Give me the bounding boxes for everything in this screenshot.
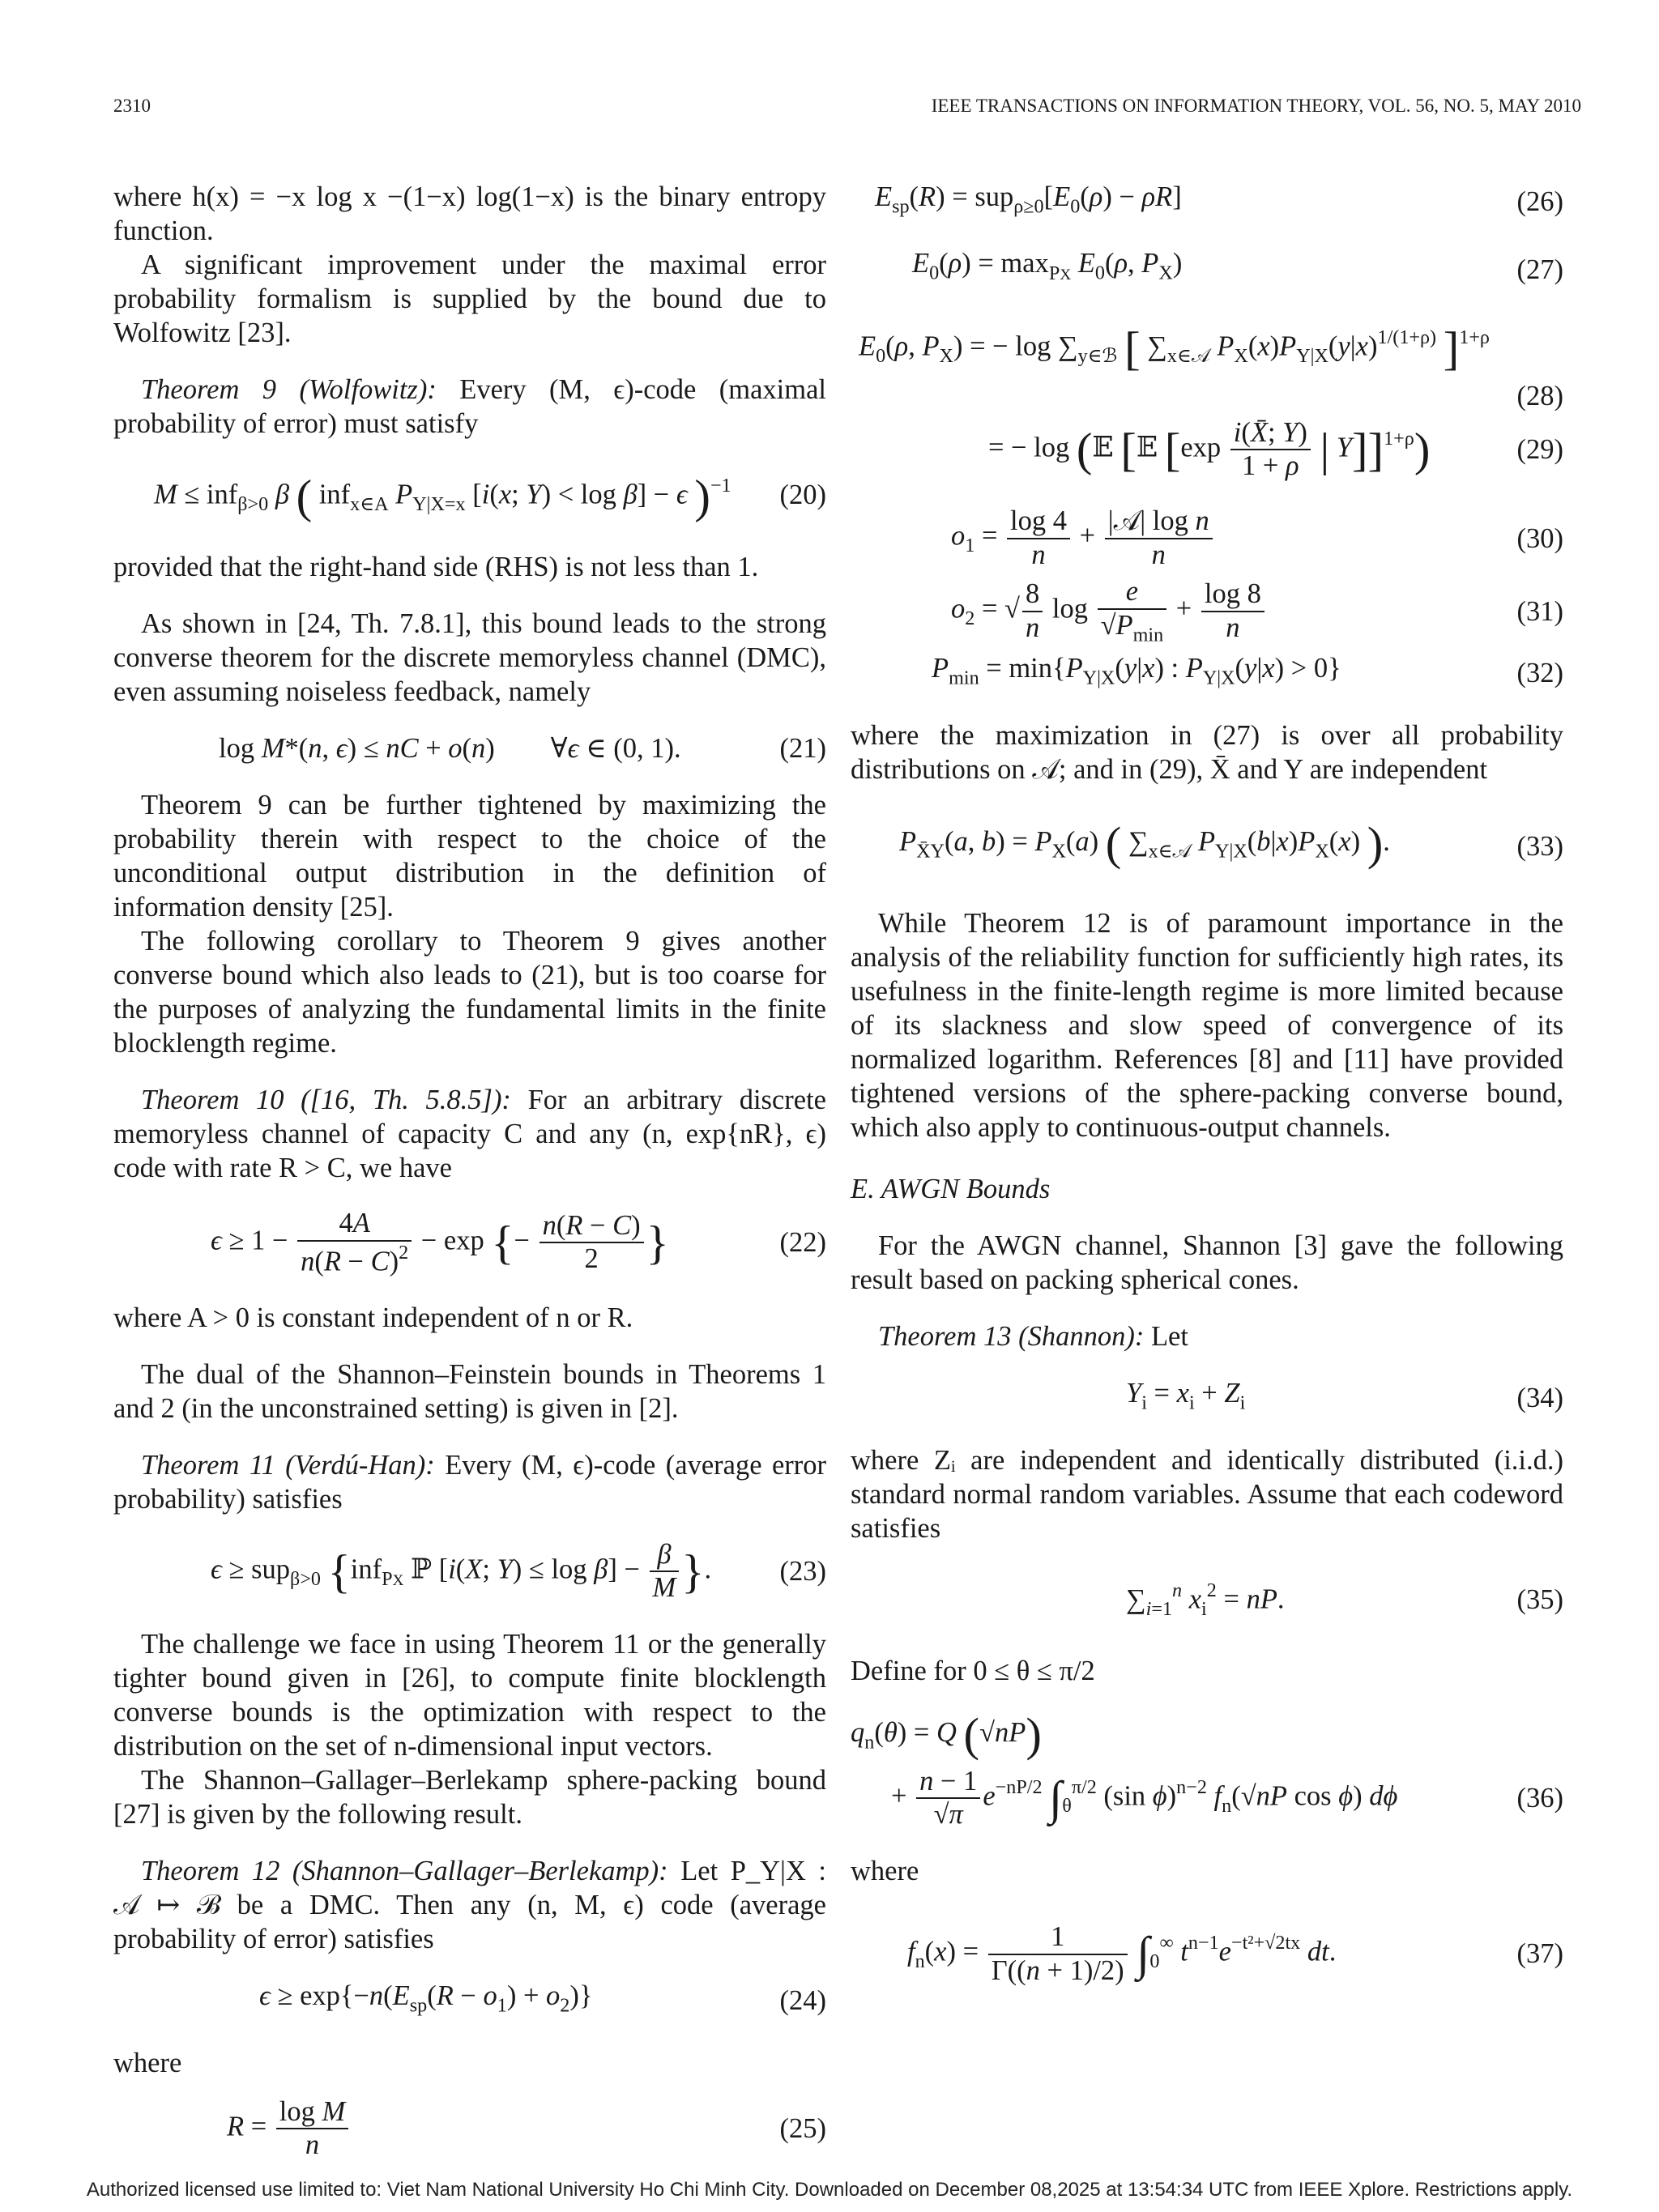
equation-24: $\epsilon \ge \exp\{-n(E_{sp}(R - o_1) + o_2)\}$ (24) — [259, 1980, 826, 2017]
journal-header: IEEE TRANSACTIONS ON INFORMATION THEORY, VOL. 56, NO. 5, MAY 2010 — [931, 96, 1581, 116]
theorem-11 — [113, 1448, 826, 1516]
equation-28: $E_0(\rho$, $P_X$) = − $\log \sum_{y\in ℬ}$ [ $\sum_{x\in 𝒜}$ $P_X(x)P_{Y|X}(y|x)^{1/(1+\rho)}$ ]$^{1+\rho}$ — [859, 322, 1490, 375]
equation-number: (32) — [1516, 658, 1563, 689]
theorem-title: Theorem 11 (Verdú-Han): — [141, 1449, 435, 1481]
section-heading: E. AWGN Bounds — [851, 1174, 1051, 1205]
paragraph: where A > 0 is constant independent of n or R. — [113, 1302, 633, 1333]
paragraph: where — [113, 2047, 182, 2078]
equation-number: (31) — [1516, 595, 1563, 627]
equation-23: ϵ ≥ sup$_{\beta>0}$ {inf$_{PX}$ ℙ [i(X; Y) ≤ log β] − $\frac{\beta}{M}$ }. (23) — [211, 1538, 826, 1604]
equation-33: $P_{X̄Y}(a$, $b) = P_X(a)$ ( $\sum_{x\in 𝒜}$ $P_{Y|X}(b|x)P_X(x)$ ). (33) — [899, 816, 1563, 870]
left-column — [113, 180, 826, 2184]
equation-number: (21) — [779, 732, 826, 764]
paragraph: While Theorem 12 is of paramount importance in the analysis of the reliability function for sufficiently high rates, its usefulness in the finite-length regime is more limited because of its slackness and slow speed of convergence of its normalized logarithm. References [8] and [11] have provided tightened versions of the sphere-packing converse bound, which also apply to continuous-output channels. — [851, 908, 1563, 1144]
license-footer: Authorized licensed use limited to: Viet Nam National University Ho Chi Minh City. Downloaded on December 08,2025 at 13:54:34 UTC from IEEE Xplore. Restrictions apply. — [86, 2179, 1573, 2201]
equation-21: log M*(n, ϵ) ≤ nC + o(n) ∀ϵ ∈ (0, 1). (21) — [219, 732, 826, 764]
paragraph: provided that the right-hand side (RHS) is not less than 1. — [113, 551, 759, 582]
theorem-body: For an arbitrary discrete memoryless channel of capacity C and any (n, exp{nR}, ϵ) code with rate R > C, we have — [113, 1084, 826, 1183]
equation-27: $E_0(\rho) = \max_{PX} E_0(\rho$, $P_X$) (27) — [912, 248, 1563, 285]
paragraph: The challenge we face in using Theorem 11 or the generally tighter bound given in [26], to compute finite blocklength converse bounds is the optimization with respect to the distribution on the set of n-dimensional input vectors. — [113, 1629, 826, 1762]
theorem-title: Theorem 13 (Shannon): — [878, 1321, 1145, 1353]
equation-29: = − log (𝔼 [𝔼 [exp $\frac{i(X̄; Y)}{1 + \rho}$ | Y]]$^{1+\rho}$) (29) — [988, 416, 1563, 482]
equation-number: (24) — [779, 1985, 826, 2017]
equation-36: + $\frac{n - 1}{√\pi}$ $e^{-nP/2}$ $\int_\theta^{\pi/2}$ (sin ϕ)$^{n-2}$ $f_n(√nP$ cos ϕ) dϕ (36) — [891, 1765, 1563, 1831]
theorem-title: Theorem 12 (Shannon–Gallager–Berlekamp): — [141, 1856, 668, 1887]
theorem-10 — [113, 1083, 826, 1185]
equation-number: (22) — [779, 1227, 826, 1259]
equation-number: (23) — [779, 1556, 826, 1588]
equation-number: (20) — [779, 479, 826, 511]
theorem-13 — [851, 1319, 1563, 1353]
right-column — [851, 180, 1563, 2010]
equation-36-line-1: $q_n(\theta) = Q$ (√nP) — [851, 1708, 1042, 1762]
equation-number: (34) — [1516, 1383, 1563, 1414]
equation-31: $o_2$ = √ $\frac{8}{n}$ log $\frac{e}{√P_{min}}$ + $\frac{\log 8}{n}$ (31) — [951, 576, 1563, 646]
equation-25: R = $\frac{\text{log M}}{n}$ (25) — [227, 2095, 826, 2161]
paragraph: where — [851, 1856, 919, 1887]
equation-number: (35) — [1516, 1584, 1563, 1616]
paragraph: The dual of the Shannon–Feinstein bounds in Theorems 1 and 2 (in the unconstrained setting) is given in [2]. — [113, 1358, 826, 1424]
equation-number: (27) — [1516, 254, 1563, 285]
equation-number: (36) — [1516, 1783, 1563, 1814]
paragraph: The Shannon–Gallager–Berlekamp sphere-packing bound [27] is given by the following result. — [113, 1765, 826, 1831]
theorem-body: Let — [1150, 1321, 1188, 1353]
equation-number: (25) — [779, 2113, 826, 2145]
paragraph: A significant improvement under the maximal error probability formalism is supplied by the bound due to Wolfowitz [23]. — [113, 249, 826, 348]
theorem-title: Theorem 10 ([16, Th. 5.8.5]): — [141, 1084, 511, 1115]
paragraph: The following corollary to Theorem 9 gives another converse bound which also leads to (21), but is too coarse for the purposes of analyzing the fundamental limits in the finite blocklength regime. — [113, 925, 826, 1059]
page-number: 2310 — [113, 96, 151, 116]
equation-32: $P_{min} = \min\{P_{Y|X}(y|x)$ : $P_{Y|X}(y|x) > 0$} (32) — [932, 653, 1563, 689]
equation-30: $o_1$ = $\frac{\log 4}{n}$ + $\frac{\text{|𝒜| log n}}{n}$ (30) — [951, 505, 1563, 570]
equation-number: (29) — [1516, 433, 1563, 465]
theorem-body: Every (M, ϵ)-code (maximal probability of error) must satisfy — [113, 374, 826, 439]
paragraph: Theorem 9 can be further tightened by maximizing the probability therein with respect to the choice of the unconditional output distribution in the definition of information density [25]. — [113, 789, 826, 923]
equation-number: (37) — [1516, 1938, 1563, 1970]
theorem-body: Every (M, ϵ)-code (average error probability) satisfies — [113, 1449, 826, 1515]
equation-35: $\sum_{i=1}^n$ $x_i^2$ = nP. (35) — [1126, 1579, 1563, 1620]
theorem-9 — [113, 373, 826, 441]
theorem-title: Theorem 9 (Wolfowitz): — [141, 374, 437, 405]
paragraph: where the maximization in (27) is over all probability distributions on 𝒜; and in (29), X̄ and Y are independent — [851, 719, 1563, 785]
paragraph: where h(x) = −x log x −(1−x) log(1−x) is the binary entropy function. — [113, 181, 826, 246]
paragraph: As shown in [24, Th. 7.8.1], this bound leads to the strong converse theorem for the discrete memoryless channel (DMC), even assuming noiseless feedback, namely — [113, 607, 826, 707]
equation-20: M ≤ inf$_{\beta>0}$ β ( inf$_{x\in A}$ $P_{Y|X=x}$ [i(x; Y) < log β] − ϵ )$^{-1}$ (20) — [154, 470, 826, 523]
equation-26: $E_{sp}(R) = sup_{\rho\ge 0}[E_0(\rho) - \rho R]$ (26) — [875, 181, 1563, 218]
equation-number: (26) — [1516, 186, 1563, 218]
equation-number: (30) — [1516, 522, 1563, 554]
paragraph: where Zᵢ are independent and identically distributed (i.i.d.) standard normal random variables. Assume that each codeword satisfies — [851, 1444, 1563, 1544]
equation-number: (33) — [1516, 830, 1563, 862]
paragraph: Define for 0 ≤ θ ≤ π/2 — [851, 1656, 1095, 1687]
equation-37: $f_n(x)$ = $\frac{1}{\Gamma((n + 1)/2)}$ $\int_0^\infty$ $t^{n-1}e^{-t^2+√2tx}$ dt. (37) — [907, 1921, 1563, 1986]
equation-22: ϵ ≥ 1 − $\frac{4A}{n(R - C)^2}$ − exp {− $\frac{n(R - C)}{2}$ } (22) — [211, 1207, 826, 1277]
paragraph: For the AWGN channel, Shannon [3] gave the following result based on packing spherical cones. — [851, 1230, 1563, 1296]
equation-number: (28) — [1516, 380, 1563, 411]
theorem-12 — [113, 1854, 826, 1956]
equation-34: $Y_i = x_i + Z_i$ (34) — [1126, 1378, 1563, 1414]
theorem-body: Let P_Y|X : 𝒜 ↦ ℬ be a DMC. Then any (n, M, ϵ) code (average probability of error) satisfies — [113, 1856, 826, 1955]
